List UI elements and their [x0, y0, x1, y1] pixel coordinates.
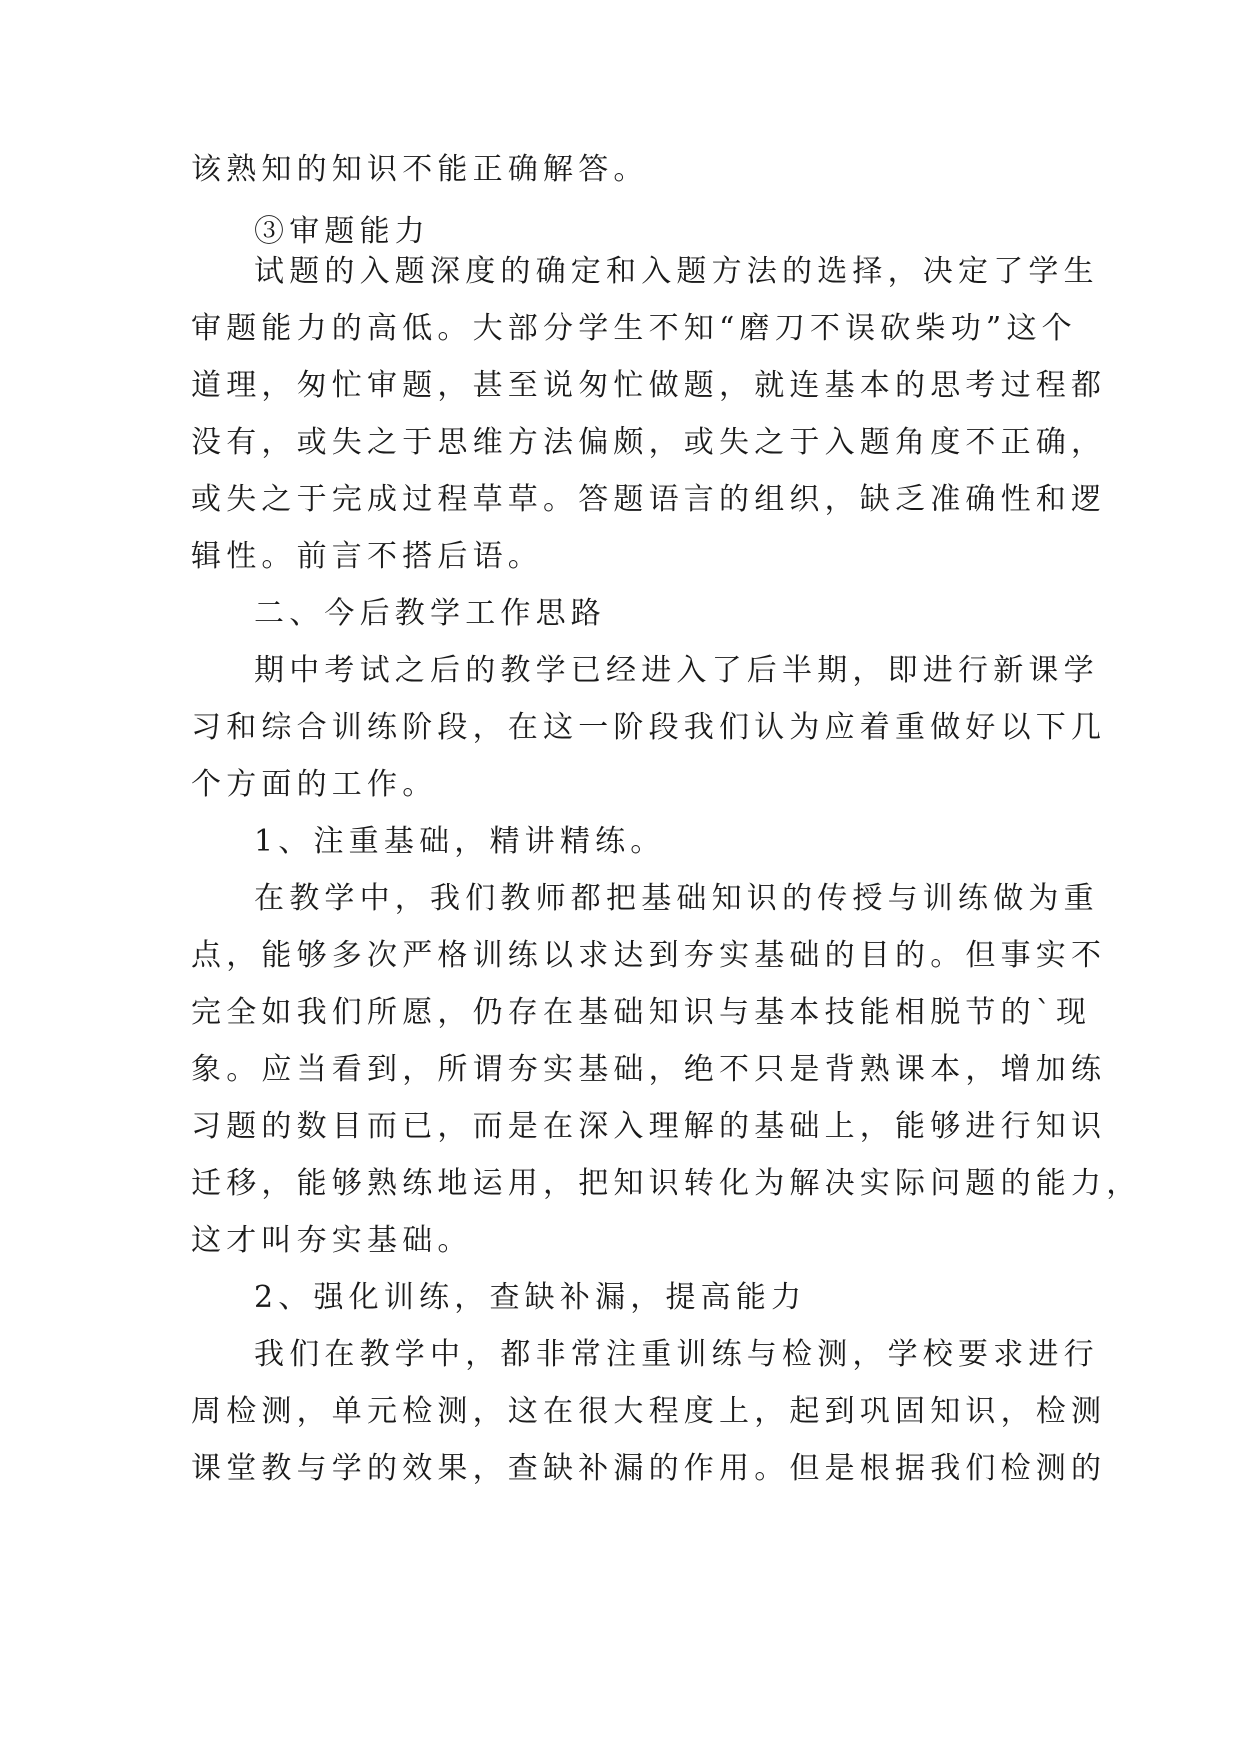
paragraph-line: 辑性。前言不搭后语。	[191, 539, 543, 574]
paragraph-line: 或失之于完成过程草草。答题语言的组织，缺乏准确性和逻	[191, 482, 1107, 517]
paragraph-line: 我们在教学中，都非常注重训练与检测，学校要求进行	[254, 1337, 1099, 1372]
paragraph-line: 习题的数目而已，而是在深入理解的基础上，能够进行知识	[191, 1109, 1107, 1144]
subheading-review-ability: ③审题能力	[254, 214, 430, 249]
paragraph-line: 课堂教与学的效果，查缺补漏的作用。但是根据我们检测的	[191, 1451, 1107, 1486]
paragraph-line: 周检测，单元检测，这在很大程度上，起到巩固知识，检测	[191, 1394, 1107, 1429]
paragraph-line: 没有，或失之于思维方法偏颇，或失之于入题角度不正确，	[191, 425, 1107, 460]
paragraph-line: 在教学中，我们教师都把基础知识的传授与训练做为重	[254, 881, 1099, 916]
paragraph-line: 象。应当看到，所谓夯实基础，绝不只是背熟课本，增加练	[191, 1052, 1107, 1087]
paragraph-line: 个方面的工作。	[191, 767, 438, 802]
paragraph-line: 道理，匆忙审题，甚至说匆忙做题，就连基本的思考过程都	[191, 368, 1107, 403]
paragraph-line: 点，能够多次严格训练以求达到夯实基础的目的。但事实不	[191, 938, 1107, 973]
paragraph-line: 这才叫夯实基础。	[191, 1223, 473, 1258]
subheading-training: 2、强化训练，查缺补漏，提高能力	[254, 1280, 807, 1315]
paragraph-line: 审题能力的高低。大部分学生不知“磨刀不误砍柴功”这个	[191, 311, 1077, 346]
text-line: 该熟知的知识不能正确解答。	[191, 152, 649, 187]
subheading-basics: 1、注重基础，精讲精练。	[254, 824, 666, 859]
section-heading-future-work: 二、今后教学工作思路	[254, 596, 606, 631]
paragraph-line: 完全如我们所愿，仍存在基础知识与基本技能相脱节的`现	[191, 995, 1092, 1030]
paragraph-line: 迁移，能够熟练地运用，把知识转化为解决实际问题的能力，	[191, 1166, 1142, 1201]
paragraph-line: 试题的入题深度的确定和入题方法的选择，决定了学生	[254, 254, 1099, 289]
paragraph-line: 期中考试之后的教学已经进入了后半期，即进行新课学	[254, 653, 1099, 688]
paragraph-line: 习和综合训练阶段，在这一阶段我们认为应着重做好以下几	[191, 710, 1107, 745]
